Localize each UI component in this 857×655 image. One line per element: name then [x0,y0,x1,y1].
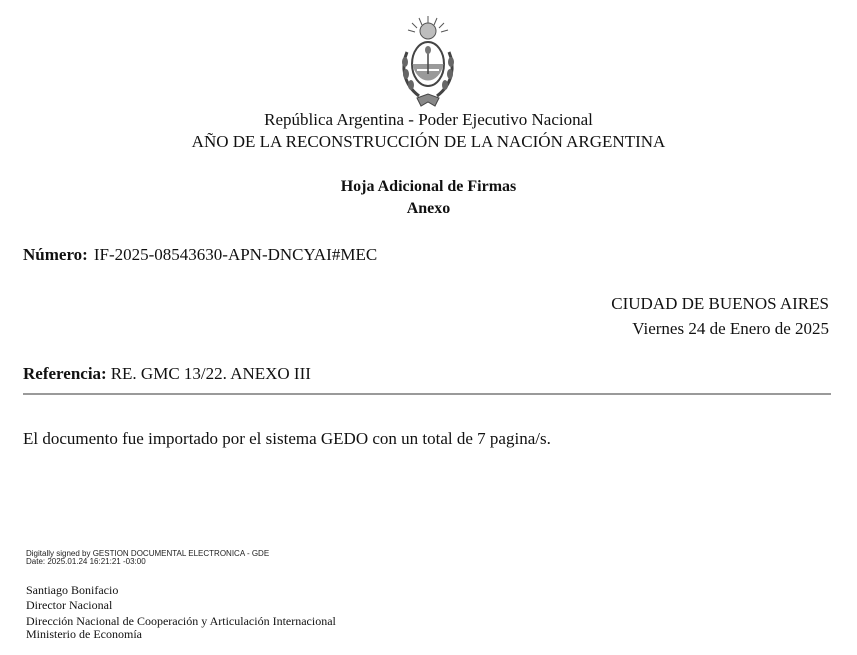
referencia-row [23,363,311,385]
signer-role: Director Nacional [26,598,113,612]
divider [23,393,831,395]
document-title: Hoja Adicional de Firmas [340,178,517,195]
digital-signature-date: Date: 2025.01.24 16:21:21 -03:00 [26,557,146,566]
date: Viernes 24 de Enero de 2025 [632,319,829,338]
referencia-value: RE. GMC 13/22. ANEXO III [110,364,311,383]
signer-office: Dirección Nacional de Cooperación y Articulación Internacional [26,614,336,628]
referencia-label: Referencia: [23,364,107,383]
numero-value: IF-2025-08543630-APN-DNCYAI#MEC [93,245,378,264]
signer-name: Santiago Bonifacio [26,583,119,597]
numero-label: Número: [23,245,88,264]
body-text: El documento fue importado por el sistema GEDO con un total de 7 pagina/s. [23,429,551,448]
signer-ministry: Ministerio de Economía [26,627,142,641]
city: CIUDAD DE BUENOS AIRES [611,294,829,313]
header-line-1: República Argentina - Poder Ejecutivo Nacional [264,110,593,129]
argentina-coat-of-arms-icon [397,14,459,110]
document-subtitle: Anexo [406,200,451,217]
numero-row [23,244,377,266]
header-line-2: AÑO DE LA RECONSTRUCCIÓN DE LA NACIÓN ARGENTINA [191,132,666,151]
digital-signature-line: Digitally signed by GESTION DOCUMENTAL ELECTRONICA - GDE [26,549,270,558]
